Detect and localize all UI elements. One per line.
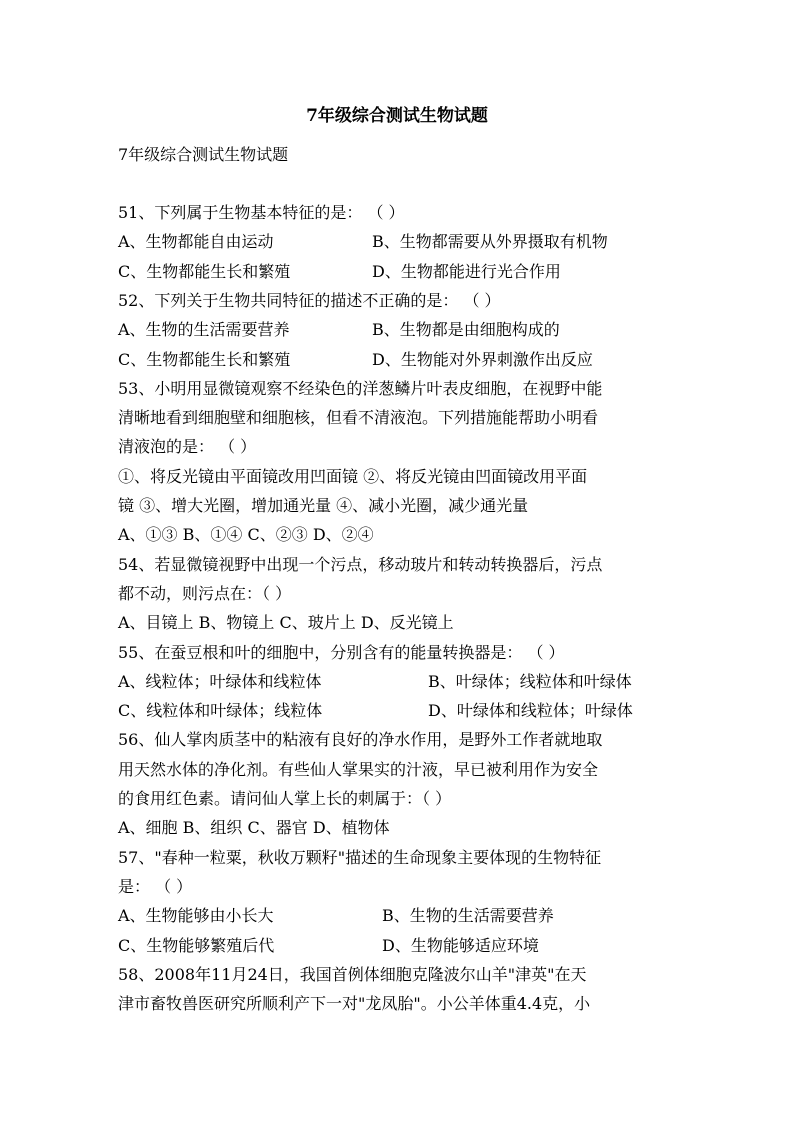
page-title: 7年级综合测试生物试题 xyxy=(306,106,488,126)
document-line: 镜 ③、增大光圈，增加通光量 ④、减小光圈，减少通光量 xyxy=(118,496,529,515)
document-line: ①、将反光镜由平面镜改用凹面镜 ②、将反光镜由凹面镜改用平面 xyxy=(118,467,588,486)
document-line: C、线粒体和叶绿体；线粒体 xyxy=(118,701,323,720)
document-line: A、生物都能自由运动 xyxy=(118,232,274,251)
document-line: 是： （ ） xyxy=(118,877,193,896)
document-line-option-right: D、生物能对外界刺激作出反应 xyxy=(372,350,593,369)
document-line: A、线粒体；叶绿体和线粒体 xyxy=(118,672,322,691)
document-line: 53、小明用显微镜观察不经染色的洋葱鳞片叶表皮细胞，在视野中能 xyxy=(118,379,603,398)
document-line-option-right: B、生物的生活需要营养 xyxy=(382,906,554,925)
document-line-option-right: D、生物都能进行光合作用 xyxy=(372,262,561,281)
document-line: 都不动，则污点在：（ ） xyxy=(118,584,292,603)
document-line: A、①③ B、①④ C、②③ D、②④ xyxy=(118,525,374,544)
document-line-option-right: D、叶绿体和线粒体；叶绿体 xyxy=(428,701,633,720)
document-line: 58、2008年11月24日，我国首例体细胞克隆波尔山羊"津英"在天 xyxy=(118,965,587,984)
document-subtitle: 7年级综合测试生物试题 xyxy=(118,145,289,164)
document-line: 清液泡的是： （ ） xyxy=(118,437,257,456)
document-line: A、细胞 B、组织 C、器官 D、植物体 xyxy=(118,818,390,837)
document-line: A、生物能够由小长大 xyxy=(118,906,274,925)
document-line: 清晰地看到细胞壁和细胞核，但看不清液泡。下列措施能帮助小明看 xyxy=(118,408,599,427)
document-line: C、生物都能生长和繁殖 xyxy=(118,350,291,369)
document-line: 51、下列属于生物基本特征的是： （ ） xyxy=(118,203,405,222)
document-line: 55、在蚕豆根和叶的细胞中，分别含有的能量转换器是： （ ） xyxy=(118,643,565,662)
document-line: 津市畜牧兽医研究所顺利产下一对"龙凤胎"。小公羊体重4.4克，小 xyxy=(118,994,591,1013)
document-line: 的食用红色素。请问仙人掌上长的刺属于：（ ） xyxy=(118,789,452,808)
document-line: A、目镜上 B、物镜上 C、玻片上 D、反光镜上 xyxy=(118,613,454,632)
document-line: 54、若显微镜视野中出现一个污点，移动玻片和转动转换器后，污点 xyxy=(118,555,603,574)
document-line: 57、"春种一粒粟，秋收万颗籽"描述的生命现象主要体现的生物特征 xyxy=(118,848,602,867)
document-line: 56、仙人掌肉质茎中的粘液有良好的净水作用，是野外工作者就地取 xyxy=(118,730,603,749)
document-line-option-right: D、生物能够适应环境 xyxy=(382,936,539,955)
document-line: 用天然水体的净化剂。有些仙人掌果实的汁液，早已被利用作为安全 xyxy=(118,760,599,779)
document-line-option-right: B、叶绿体；线粒体和叶绿体 xyxy=(428,672,632,691)
document-line-option-right: B、生物都是由细胞构成的 xyxy=(372,320,560,339)
document-line-option-right: B、生物都需要从外界摄取有机物 xyxy=(372,232,608,251)
document-line: C、生物能够繁殖后代 xyxy=(118,936,275,955)
document-line: 52、下列关于生物共同特征的描述不正确的是： （ ） xyxy=(118,291,501,310)
document-line: A、生物的生活需要营养 xyxy=(118,320,290,339)
document-line: C、生物都能生长和繁殖 xyxy=(118,262,291,281)
